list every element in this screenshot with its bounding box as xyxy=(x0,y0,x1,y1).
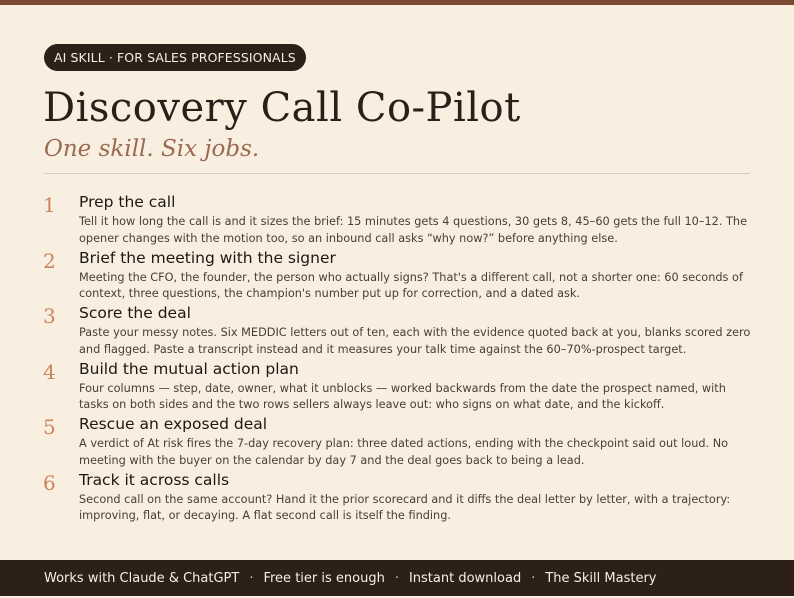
feature-number: 2 xyxy=(43,248,56,273)
feature-number: 6 xyxy=(43,470,56,495)
feature-description: A verdict of At risk fires the 7-day recovery plan: three dated actions, ending with the checkpoint said out loud. No meeting with the buyer on the calendar by day 7 and the deal goes back to being a lead. xyxy=(79,437,729,467)
footer-items xyxy=(44,560,657,598)
feature-item-action-plan xyxy=(0,359,794,415)
feature-description: Four columns — step, date, owner, what it unblocks — worked backwards from the date the prospect named, with tasks on both sides and the two rows sellers always leave out: who signs on what date, and the kickoff. xyxy=(79,381,726,411)
feature-heading: Build the mutual action plan xyxy=(79,359,299,378)
footer-separator: · xyxy=(531,571,536,586)
feature-heading: Track it across calls xyxy=(79,470,230,489)
page-subtitle: One skill. Six jobs. xyxy=(44,136,260,162)
feature-item-track xyxy=(0,470,794,526)
feature-description: Tell it how long the call is and it sizes the brief: 15 minutes gets 4 questions, 30 gets 8, 45–60 gets the full 10–12. The opener changes with the motion too, so an inbound call asks “why now?” before anything else. xyxy=(79,215,748,245)
footer-bar xyxy=(0,560,794,596)
feature-description: Paste your messy notes. Six MEDDIC letters out of ten, each with the evidence quoted back at you, blanks scored zero and flagged. Paste a transcript instead and it measures your talk time against the 60–70%-prospect target. xyxy=(79,326,751,356)
footer-separator: · xyxy=(394,571,399,586)
footer-item-download: Instant download xyxy=(408,571,522,586)
feature-number: 4 xyxy=(43,359,56,384)
feature-item-rescue xyxy=(0,414,794,470)
footer-item-brand: The Skill Mastery xyxy=(545,571,657,586)
footer-item-compatibility: Works with Claude & ChatGPT xyxy=(44,571,240,586)
feature-description: Second call on the same account? Hand it the prior scorecard and it diffs the deal letter by letter, with a trajectory: improving, flat, or decaying. A flat second call is itself the finding. xyxy=(79,492,731,522)
category-badge: AI SKILL · FOR SALES PROFESSIONALS xyxy=(44,44,306,71)
feature-number: 1 xyxy=(43,193,56,217)
divider xyxy=(44,173,750,174)
footer-separator: · xyxy=(249,571,254,586)
feature-item-brief xyxy=(0,248,794,304)
footer-item-pricing: Free tier is enough xyxy=(263,571,385,586)
feature-item-score xyxy=(0,303,794,359)
feature-list xyxy=(0,192,794,525)
top-accent-bar xyxy=(0,0,794,5)
page-title: Discovery Call Co-Pilot xyxy=(43,85,521,131)
feature-number: 5 xyxy=(43,415,56,439)
feature-description: Meeting the CFO, the founder, the person who actually signs? That's a different call, not a shorter one: 60 seconds of context, three questions, the champion's number put up for correction, and a dated ask. xyxy=(79,270,743,300)
feature-heading: Rescue an exposed deal xyxy=(79,415,268,433)
feature-heading: Score the deal xyxy=(79,304,191,322)
feature-heading: Prep the call xyxy=(79,193,176,211)
feature-item-prep xyxy=(0,192,794,248)
feature-number: 3 xyxy=(43,304,56,328)
feature-heading: Brief the meeting with the signer xyxy=(79,248,336,267)
